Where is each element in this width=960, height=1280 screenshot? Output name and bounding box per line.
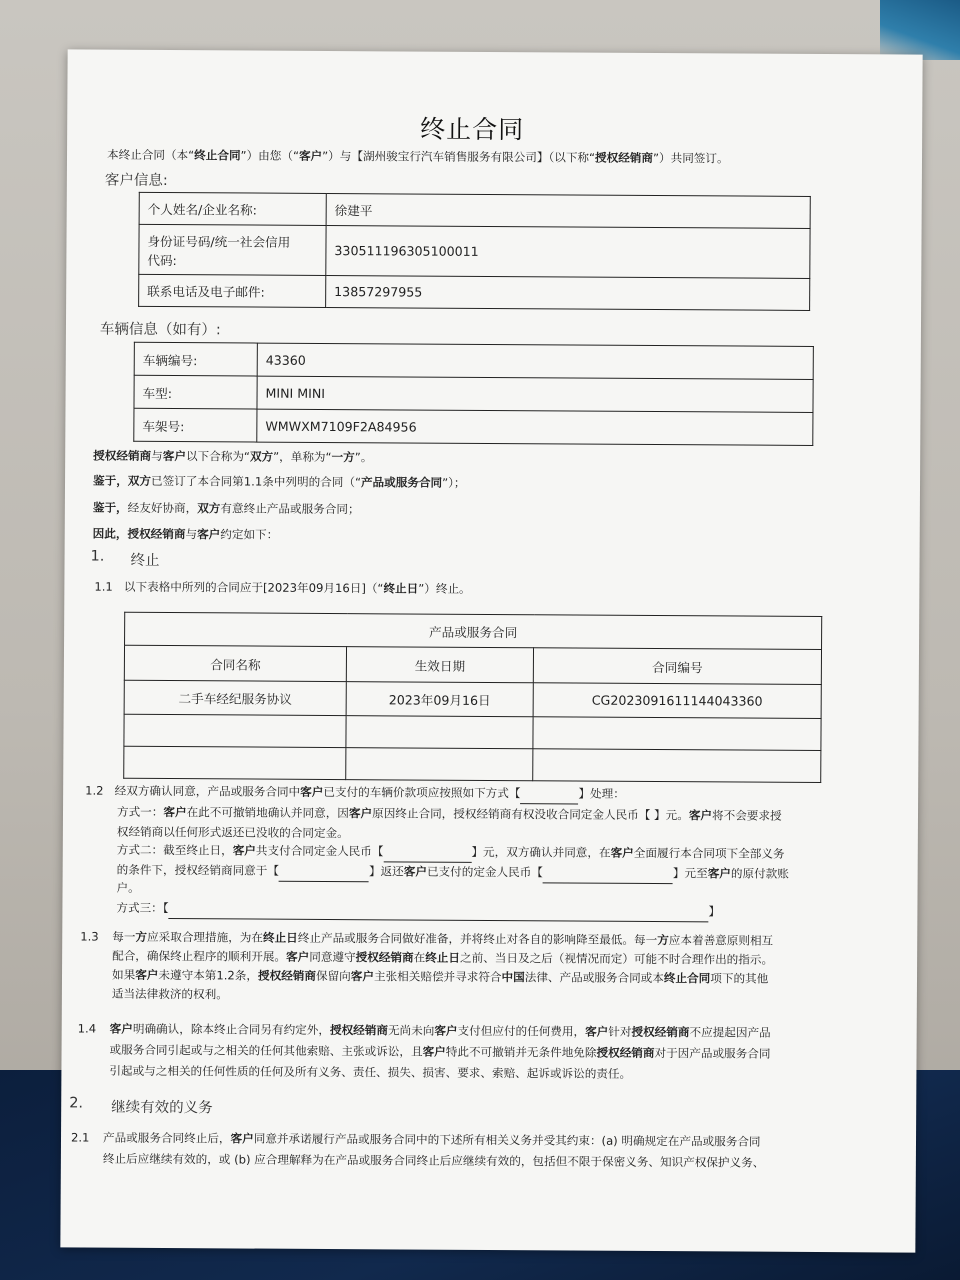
clause-1-4-number: 1.4 [77, 1021, 97, 1036]
term: 客户 [610, 845, 634, 860]
intro-text: ”）与【湖州骏宝行汽车销售服务有限公司】（以下称“ [322, 148, 596, 165]
term: 客户 [300, 784, 324, 799]
term: 客户 [197, 527, 221, 542]
intro-paragraph [107, 147, 729, 167]
intro-text: ”）共同签订。 [652, 150, 729, 166]
text: 同意遵守 [309, 949, 356, 965]
term: 方 [135, 929, 148, 944]
text: 支付但应付的任何费用， [457, 1023, 586, 1039]
text: 保留向 [315, 968, 351, 984]
customer-section-heading: 客户信息: [104, 172, 168, 190]
term: 授权经销商 [596, 1045, 655, 1061]
text: 终止后应继续有效的，或 (b) 应合理解释为在产品或服务合同终止后应继续有效的，包括但不限于保密义务、知识产权保护义务、 [102, 1151, 765, 1170]
text: 项下的其他 [710, 971, 769, 986]
text: 经双方确认同意，产品或服务合同中 [114, 783, 301, 799]
section-2-title: 继续有效的义务 [111, 1099, 213, 1117]
clause-1-2-method-1-cont: 权经销商以任何形式返还已没收的合同定金。 [116, 824, 349, 841]
text: 在此不可撤销地确认并同意，因 [186, 805, 349, 821]
term: 客户 [688, 808, 713, 823]
recital-therefore [93, 524, 279, 545]
clause-1-3-line [112, 984, 228, 1005]
term: 一方 [331, 450, 355, 465]
text: 引起或与之相关的任何性质的任何及所有义务、责任、损失、损害、要求、索赔、起诉或诉讼的责任。 [109, 1063, 632, 1081]
vehicle-label: 车架号: [134, 408, 257, 442]
recital-whereas-2 [93, 498, 360, 520]
text: 】处理： [578, 786, 625, 801]
term: 授权经销商 [93, 448, 152, 463]
intro-term: 授权经销商 [595, 150, 654, 165]
blank-field [279, 861, 369, 883]
term: 中国 [501, 970, 525, 985]
contract-table-caption-row [125, 612, 822, 649]
text: 已支付的车辆价款项应按照如下方式【 [323, 784, 521, 801]
customer-label: 联系电话及电子邮件: [139, 274, 326, 307]
term: 客户 [422, 1044, 446, 1059]
section-1-number: 1. [90, 548, 105, 565]
text: ”）； [442, 475, 466, 490]
vehicle-label: 车型: [134, 375, 257, 409]
term: 双方 [249, 449, 274, 464]
intro-term: 客户 [298, 148, 323, 163]
section-2-number: 2. [69, 1095, 84, 1112]
term: 客户 [585, 1024, 609, 1039]
vehicle-info-table [133, 342, 814, 446]
term: 终止日 [383, 581, 419, 596]
term: 客户 [434, 1023, 458, 1038]
term: 授权经销商 [329, 1023, 389, 1038]
vehicle-value: MINI MINI [257, 376, 813, 412]
vehicle-row [134, 342, 813, 379]
text: 特此不可撤销并无条件地免除 [445, 1044, 597, 1060]
text: 方式三：【 [116, 900, 169, 916]
clause-number: 1.1 [94, 579, 113, 594]
text: 对于因产品或服务合同 [654, 1046, 771, 1061]
label-line: 代码: [147, 252, 177, 268]
vehicle-label: 车辆编号: [134, 342, 257, 376]
term: 客户 [163, 804, 187, 820]
blank-field [169, 898, 709, 922]
text: 或服务合同引起或与之相关的任何其他索赔、主张或诉讼，且 [109, 1042, 423, 1059]
contract-table-header-row [124, 645, 821, 684]
term: 方 [657, 933, 669, 948]
text: 方式二：截至终止日， [116, 842, 233, 858]
vehicle-row [134, 375, 813, 412]
term: 客户 [286, 949, 310, 964]
term: 鉴于， [92, 473, 128, 488]
text: 法律、产品或服务合同或本 [524, 970, 664, 986]
text: 的原付款账 [730, 866, 789, 881]
term: 客户 [230, 1131, 254, 1146]
contract-name-cell: 二手车经纪服务协议 [124, 680, 346, 715]
text: 针对 [608, 1024, 632, 1039]
document-title: 终止合同 [420, 114, 525, 145]
text: 未遵守本第1.2条， [158, 967, 259, 983]
text: 】 [708, 904, 721, 919]
text: 共支付合同定金人民币【 [255, 843, 384, 859]
text: 无尚未向 [387, 1023, 435, 1038]
blank-field [543, 862, 673, 884]
text: 将不会要求授 [712, 808, 782, 823]
customer-value: 330511196305100011 [326, 225, 810, 278]
term: 授权经销商 [257, 968, 317, 983]
header-effective-date: 生效日期 [346, 647, 533, 683]
term: 客户 [350, 969, 375, 984]
clause-number: 1.2 [85, 783, 104, 798]
text: 与 [185, 527, 198, 542]
recital-parties [93, 446, 372, 468]
term: 双方 [197, 501, 221, 516]
customer-value: 徐建平 [326, 193, 810, 228]
text: 已签订了本合同第1.1条中列明的合同（“ [150, 473, 362, 490]
text: 有意终止产品或服务合同； [220, 501, 360, 517]
term: 客户 [403, 864, 428, 879]
customer-label: 个人姓名/企业名称: [139, 192, 326, 225]
label-line: 身份证号码/统一社会信用 [147, 233, 291, 250]
clause-1-2-method-3 [116, 898, 720, 923]
term: 客户 [707, 866, 731, 881]
blank-field [383, 841, 471, 863]
clause-1-2-method-2-cont [117, 860, 789, 885]
term: 鉴于， [92, 500, 128, 515]
clause-1-2-method-2-end: 户。 [116, 880, 140, 895]
text: ”。 [354, 450, 373, 465]
text: 如果 [111, 967, 136, 982]
term: 授权经销商 [631, 1024, 690, 1040]
contract-table-caption: 产品或服务合同 [125, 612, 822, 649]
customer-row [139, 224, 810, 278]
text: 不应提起因产品 [689, 1025, 771, 1040]
text: 约定如下： [220, 527, 279, 542]
term: 客户 [109, 1021, 133, 1036]
contract-paper [60, 49, 922, 1252]
customer-row [139, 274, 810, 310]
text: 与 [151, 448, 163, 463]
text: 】元至 [672, 866, 708, 881]
term: 因此， [92, 526, 128, 541]
desk-corner [880, 0, 960, 60]
term: 客户 [135, 967, 159, 982]
text: 应本着善意原则相互 [668, 933, 774, 948]
text: 】返还 [368, 864, 404, 879]
term: 客户 [162, 448, 187, 464]
section-1-title: 终止 [130, 552, 160, 569]
text: 同意并承诺履行产品或服务合同中的下述所有相关义务并受其约束：(a) 明确规定在产品或服务合同 [253, 1131, 761, 1149]
term: 客户 [232, 843, 256, 858]
vehicle-value: WMWXM7109F2A84956 [257, 409, 813, 445]
clause-1-3-number: 1.3 [80, 929, 99, 944]
text: 原因终止合同，授权经销商有权没收合同定金人民币【 】元。 [372, 806, 689, 823]
text: 终止产品或服务合同做好准备，并将终止对各自的影响降至最低。每一 [297, 930, 658, 948]
term: 终止日 [262, 930, 298, 945]
contract-number-cell: CG2023091611144043360 [533, 683, 821, 719]
term: 终止日 [425, 950, 461, 965]
blank-field [520, 783, 578, 804]
effective-date-cell: 2023年09月16日 [346, 682, 533, 717]
text: 的条件下，授权经销商同意于【 [116, 862, 280, 878]
text: 每一 [112, 929, 136, 944]
text: ”，单称为“ [273, 449, 332, 465]
customer-row [139, 192, 810, 228]
text: 全面履行本合同项下全部义务 [633, 845, 785, 861]
contract-table [123, 612, 822, 783]
table-row [124, 680, 821, 718]
term: 客户 [348, 806, 373, 821]
text: 适当法律救济的权利。 [111, 986, 228, 1002]
term: 授权经销商 [355, 950, 414, 965]
term: 双方 [127, 473, 152, 488]
text: 方式一： [116, 804, 164, 819]
clause-1-4-line [110, 1019, 771, 1043]
table-row-empty [124, 714, 821, 750]
clause-1-4-line [109, 1061, 631, 1084]
table-row-empty [124, 746, 821, 782]
text: 产品或服务合同终止后， [102, 1130, 231, 1146]
text: 之前、当日及之后（视情况而定）可能不时合理作出的指示。 [459, 950, 774, 967]
vehicle-value: 43360 [257, 343, 813, 379]
text: 以下合称为“ [185, 449, 251, 464]
text: 】元，双方确认并同意，在 [471, 844, 611, 860]
clause-1-1 [94, 577, 470, 599]
text: 已支付的定金人民币【 [426, 864, 543, 880]
clause-2-1-line [103, 1128, 761, 1152]
vehicle-section-heading: 车辆信息（如有）: [99, 321, 221, 339]
intro-text: ”）由您（“ [240, 148, 300, 163]
text: 明确确认，除本终止合同另有约定外， [132, 1021, 331, 1038]
vehicle-row [134, 408, 813, 445]
text: 应采取合理措施，为在 [147, 929, 264, 945]
clause-1-4-line [109, 1040, 770, 1064]
header-contract-number: 合同编号 [533, 648, 821, 685]
term: 授权经销商 [127, 526, 186, 542]
text: 主张相关赔偿并寻求符合 [373, 969, 502, 985]
customer-label [139, 224, 326, 275]
text: 经友好协商， [127, 500, 198, 516]
recital-whereas-1 [93, 471, 466, 493]
text: 配合，确保终止程序的顺利开展。 [112, 948, 287, 964]
customer-info-table [138, 192, 811, 311]
intro-term: 终止合同 [194, 148, 241, 163]
term: 终止合同 [663, 971, 711, 986]
text: 在 [413, 950, 426, 965]
header-contract-name: 合同名称 [124, 645, 346, 681]
term: 产品或服务合同 [360, 475, 443, 490]
text: 以下表格中所列的合同应于[2023年09月16日]（“ [123, 579, 384, 596]
intro-text: 本终止合同（本“ [106, 147, 195, 163]
clause-2-1-line [103, 1149, 765, 1173]
customer-value: 13857297955 [326, 275, 810, 310]
clause-2-1-number: 2.1 [70, 1130, 90, 1145]
text: ”）终止。 [418, 581, 471, 596]
